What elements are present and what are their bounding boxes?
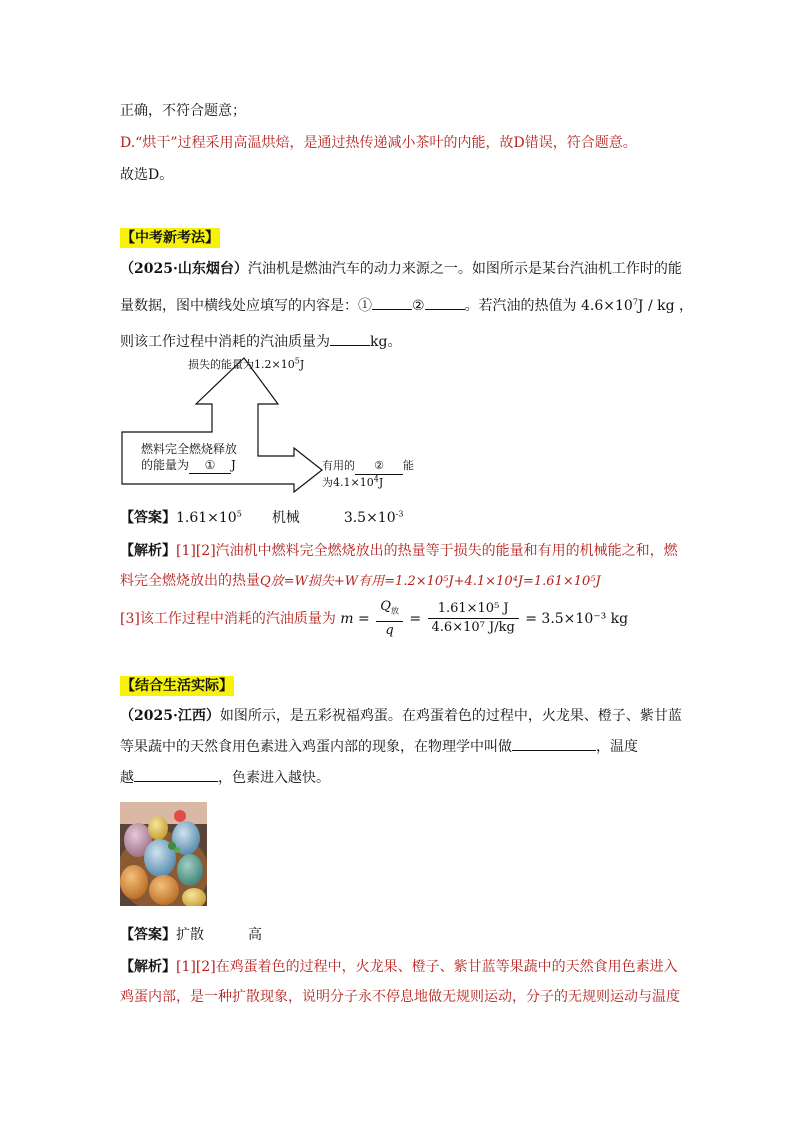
question-text-part: 越 [120,770,134,786]
answer-blank [330,331,370,346]
answer-value: 扩散 [176,927,204,943]
question-text [120,295,693,317]
mass-equation: m = $\frac{Q_放}{q}$ = $\frac{\text{1.61×10⁵ J}}{\text{4.6×10⁷ J/kg}}$ = 3.5×10⁻³ kg [340,599,629,638]
question-text-part: 汽油机是燃油汽车的动力来源之一。如图所示是某台汽油机工作时的能 [247,261,682,277]
colored-eggs-photo [120,802,207,906]
text-line: 故选D。 [120,167,174,183]
section-tag: 【结合生活实际】 [121,678,233,694]
analysis-equation: Q放=W损失+W有用=1.2×10⁵J+4.1×10⁴J=1.61×10⁵J [260,574,601,589]
analysis-line [120,570,601,593]
answer-blank [512,736,596,751]
analysis-line: 鸡蛋内部，是一种扩散现象，说明分子永不停息地做无规则运动，分子的无规则运动与温度 [120,989,680,1005]
answer-value: 高 [248,927,262,943]
analysis-label: 【解析】 [120,543,176,559]
question-text-part: ，温度 [596,739,638,755]
answer-value: $3.5\times 10^{-3}$ [343,509,404,526]
question-source: （2025·江西） [120,708,220,724]
question-text-part: ② [412,298,425,314]
answer-label: 【答案】 [120,510,176,526]
useful-energy-label: 有用的 ② 能 为$4.1\times 10^4J$ [322,459,414,489]
analysis-text: [1][2]在鸡蛋着色的过程中，火龙果、橙子、紫甘蓝等果蔬中的天然食用色素进入 [176,959,678,975]
question-text-part: 。若汽油的热值为 [464,298,577,314]
question-text-part: ，色素进入越快。 [218,770,330,786]
answer-blank [372,295,412,310]
lost-energy-label: 损失的能量为$1.2\times 10^5J$ [188,356,305,371]
question-text [120,705,682,727]
question-text-part: kg。 [370,334,402,350]
question-source: （2025·山东烟台） [120,261,248,277]
answer-value: $1.61\times 10^5$ [176,509,242,526]
answer-value: 机械 [271,510,300,526]
analysis-line [120,598,628,640]
question-text-part: 量数据，图中横线处应填写的内容是：① [120,298,372,314]
analysis-line [120,956,678,978]
text-line: 正确，不符合题意； [120,103,246,119]
analysis-text: [1][2]汽油机中燃料完全燃烧放出的热量等于损失的能量和有用的机械能之和，燃 [176,543,678,559]
question-text [120,767,330,789]
answer-blank [425,295,465,310]
question-text [120,258,682,280]
section-tag: 【中考新考法】 [121,230,219,246]
analysis-text: [3]该工作过程中消耗的汽油质量为 [120,610,336,627]
answer-line [120,507,403,529]
question-text [120,331,401,353]
analysis-label: 【解析】 [120,959,176,975]
answer-blank [134,767,218,782]
eggs-illustration [120,802,207,906]
analysis-line [120,540,678,562]
answer-line [120,924,262,946]
heat-value: $4.6\times 10^7J$ / kg ， [581,297,694,314]
question-text-part: 如图所示，是五彩祝福鸡蛋。在鸡蛋着色的过程中，火龙果、橙子、紫甘蓝 [219,708,682,724]
text-line: D.“烘干”过程采用高温烘焙，是通过热传递减小茶叶的内能，故D错误，符合题意。 [120,135,637,151]
question-text-part: 则该工作过程中消耗的汽油质量为 [120,334,330,350]
analysis-text: 料完全燃烧放出的热量 [120,573,260,589]
fuel-energy-label: 燃料完全燃烧释放 的能量为 ① J [141,442,238,472]
question-text-part: 等果蔬中的天然食用色素进入鸡蛋内部的现象，在物理学中叫做 [120,739,512,755]
question-text [120,736,638,758]
answer-label: 【答案】 [120,927,176,943]
